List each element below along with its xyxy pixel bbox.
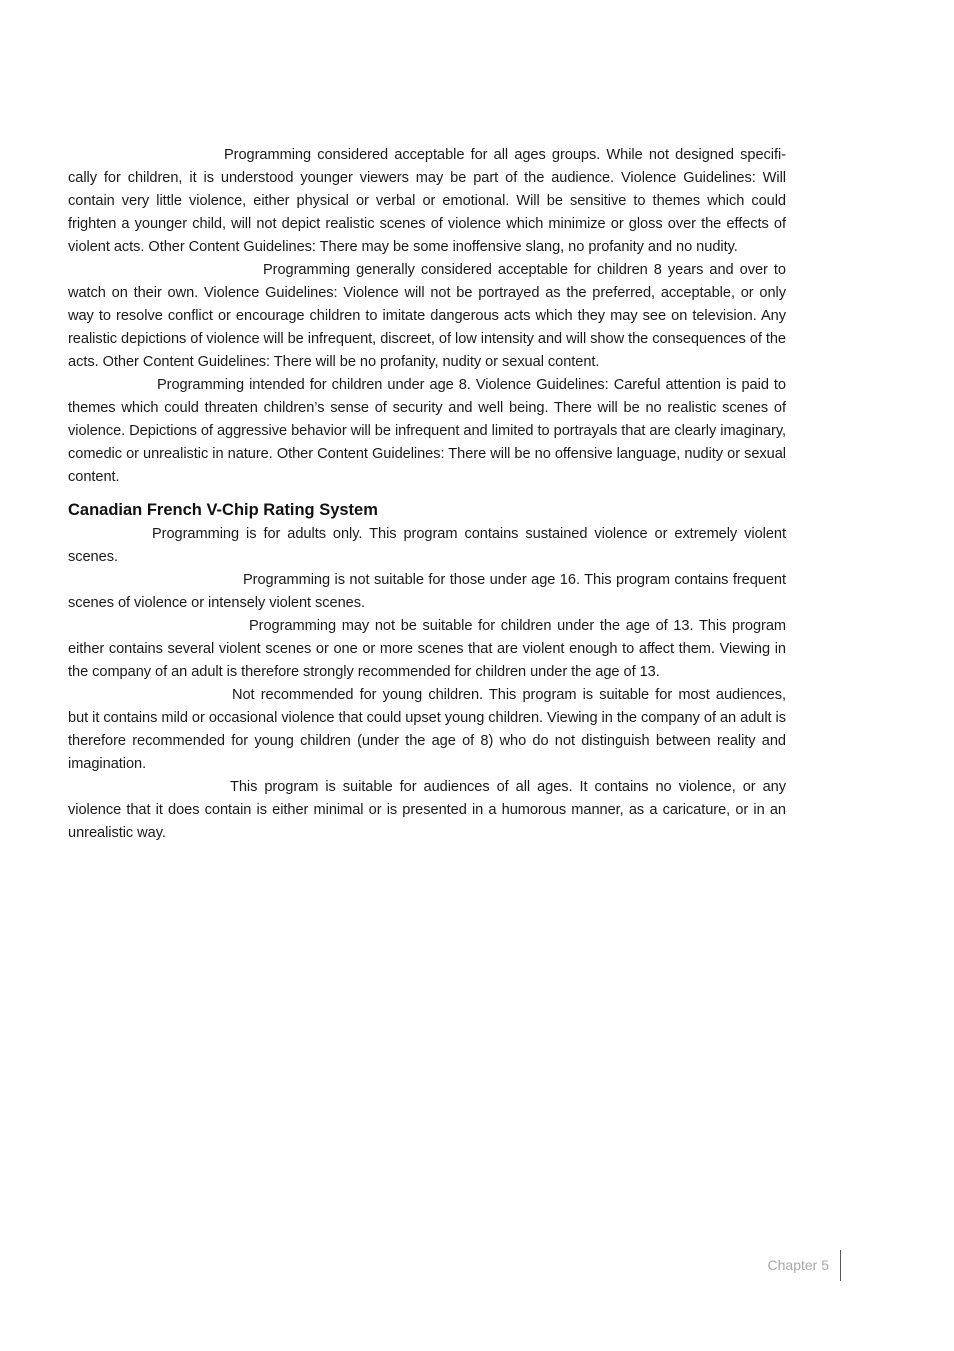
page-footer	[700, 1250, 841, 1281]
rating-description-paragraph: Programming is not suitable for those under age 16. This program contains frequent scenes of violence or intensely violent scenes.	[68, 572, 786, 611]
chapter-label: Chapter 5	[767, 1257, 829, 1273]
rating-description-paragraph: Programming intended for children under age 8. Violence Guidelines: Careful attention is paid to themes which could threaten children’s sense of security and well being. There will be no realistic scenes of violence. Depictions of aggressive behavior will be infrequent and limited to portrayals that are clearly imaginary, comedic or unrealistic in nature. Other Content Guidelines: There will be no offensive language, nudity or sexual content.	[68, 377, 786, 485]
rating-description-paragraph: Not recommended for young children. This program is suitable for most audiences, but it contains mild or occasional violence that could upset young children. Viewing in the company of an adult is therefore recommended for young children (under the age of 8) who do not distinguish between reality and imagination.	[68, 687, 786, 772]
rating-description-paragraph: Programming considered acceptable for all ages groups. While not designed specifi-cally for children, it is understood younger viewers may be part of the audience. Violence Guidelines: Will contain very little violence, either physical or verbal or emotional. Will be sensitive to themes which could frighten a younger child, will not depict realistic scenes of violence which minimize or gloss over the effects of violent acts. Other Content Guidelines: There may be some inoffensive slang, no profanity and no nudity.	[68, 147, 786, 255]
rating-description-paragraph: Programming is for adults only. This program contains sustained violence or extremely violent scenes.	[68, 526, 786, 565]
rating-description-paragraph: This program is suitable for audiences of all ages. It contains no violence, or any violence that it does contain is either minimal or is presented in a humorous manner, as a caricature, or in an unrealistic way.	[68, 779, 786, 841]
rating-description-paragraph: Programming may not be suitable for children under the age of 13. This program either contains several violent scenes or one or more scenes that are violent enough to affect them. Viewing in the company of an adult is therefore strongly recommended for children under the age of 13.	[68, 618, 786, 680]
page-body	[68, 144, 786, 845]
footer-divider	[840, 1250, 841, 1281]
section-heading: Canadian French V-Chip Rating System	[68, 501, 378, 519]
rating-description-paragraph: Programming generally considered acceptable for children 8 years and over to watch on their own. Violence Guidelines: Violence will not be portrayed as the preferred, acceptable, or only way to resolve conflict or encourage children to imitate dangerous acts which they may see on television. Any realistic depictions of violence will be infrequent, discreet, of low intensity and will show the consequences of the acts. Other Content Guidelines: There will be no profanity, nudity or sexual content.	[68, 262, 786, 370]
